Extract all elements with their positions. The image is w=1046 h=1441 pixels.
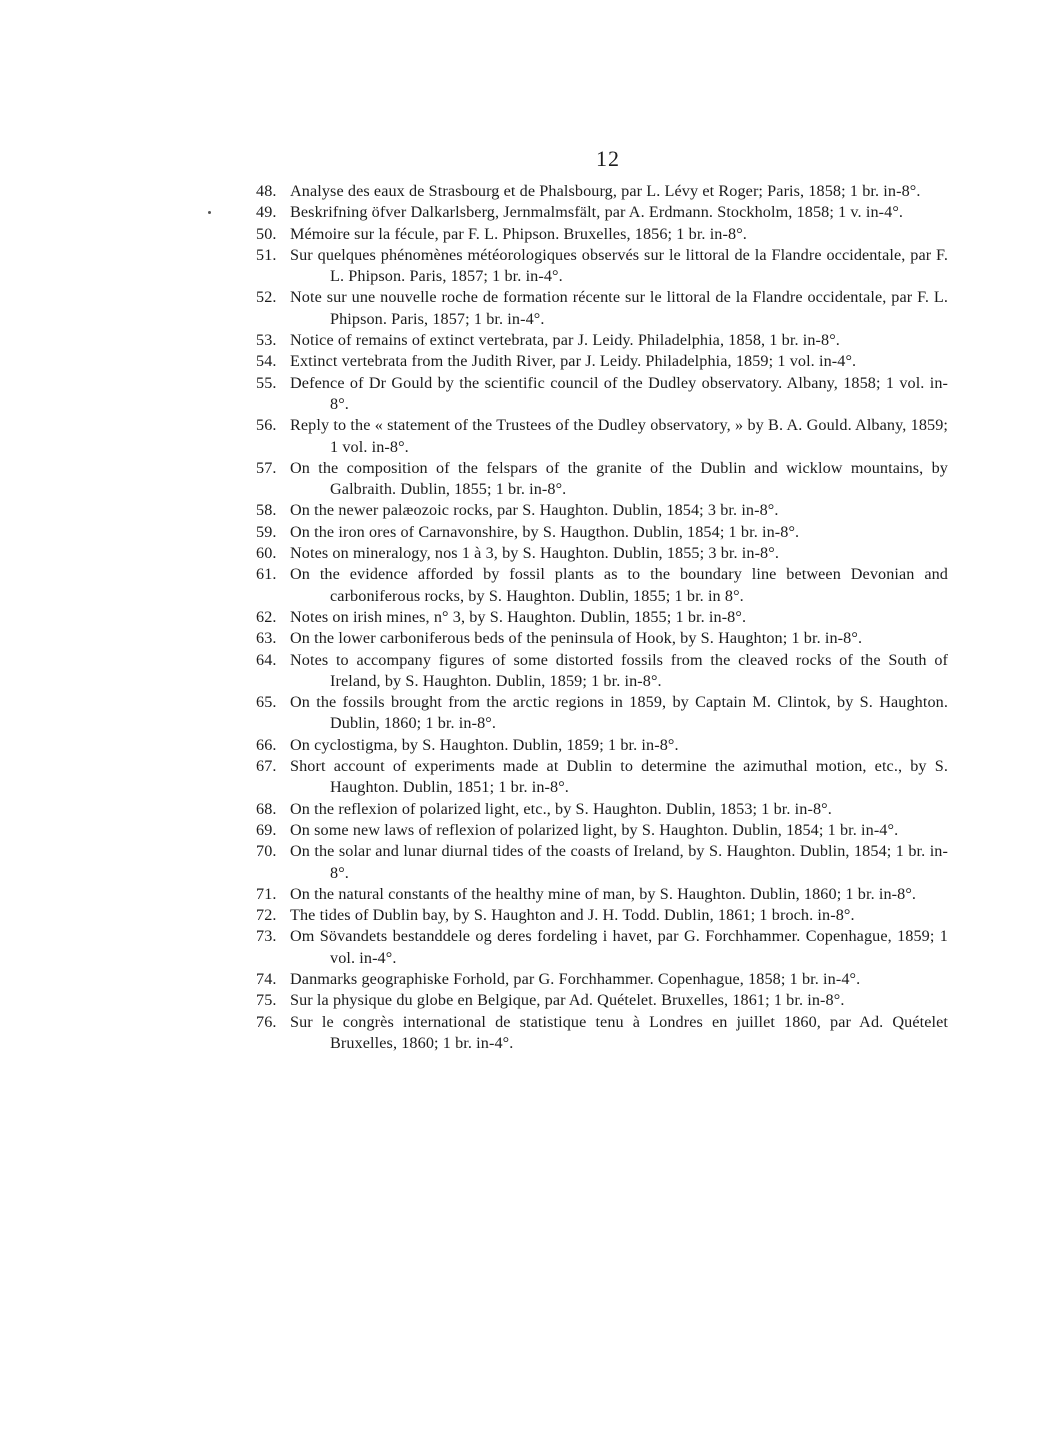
bibliography-entry (256, 202, 948, 223)
entry-text: Beskrifning öfver Dalkarlsberg, Jernmalmsfält, par A. Erdmann. Stockholm, 1858; 1 v. in-4°. (290, 203, 904, 222)
entry-number: 76. (256, 1012, 277, 1031)
entry-text: Notes to accompany figures of some distorted fossils from the cleaved rocks of the South of Ireland, by S. Haughton. Dublin, 1859; 1 br. in-8°. (290, 650, 948, 690)
entry-number: 50. (256, 224, 277, 243)
entry-text: Notes on irish mines, n° 3, by S. Haughton. Dublin, 1855; 1 br. in-8°. (290, 607, 747, 626)
entry-number: 64. (256, 650, 277, 669)
entry-number: 75. (256, 991, 277, 1010)
bibliography-entry (256, 756, 948, 799)
entry-number: 73. (256, 927, 277, 946)
bibliography-entry (256, 926, 948, 969)
bibliography-entry (256, 522, 948, 543)
bibliography-entry (256, 650, 948, 693)
entry-text: On the fossils brought from the arctic regions in 1859, by Captain M. Clintok, by S. Haughton. Dublin, 1860; 1 br. in-8°. (290, 693, 948, 733)
bibliography-entry (256, 458, 948, 501)
entry-text: Mémoire sur la fécule, par F. L. Phipson. Bruxelles, 1856; 1 br. in-8°. (290, 224, 747, 243)
entry-number: 68. (256, 799, 277, 818)
entry-text: Danmarks geographiske Forhold, par G. Forchhammer. Copenhague, 1858; 1 br. in-4°. (290, 969, 861, 988)
entry-text: Notice of remains of extinct vertebrata, par J. Leidy. Philadelphia, 1858, 1 br. in-8°. (290, 331, 840, 350)
entry-number: 69. (256, 820, 277, 839)
bibliography-entry (256, 628, 948, 649)
bibliography-entry (256, 820, 948, 841)
entry-number: 56. (256, 416, 277, 435)
entry-text: On the lower carboniferous beds of the peninsula of Hook, by S. Haughton; 1 br. in-8°. (290, 629, 863, 648)
entry-number: 61. (256, 565, 277, 584)
entry-number: 63. (256, 629, 277, 648)
entry-number: 53. (256, 331, 277, 350)
entry-number: 66. (256, 735, 277, 754)
entry-number: 70. (256, 842, 277, 861)
bibliography-entry (256, 415, 948, 458)
entry-text: The tides of Dublin bay, by S. Haughton and J. H. Todd. Dublin, 1861; 1 broch. in-8°. (290, 906, 855, 925)
bibliography-entry (256, 1012, 948, 1055)
entry-number: 62. (256, 607, 277, 626)
entry-text: Notes on mineralogy, nos 1 à 3, by S. Haughton. Dublin, 1855; 3 br. in-8°. (290, 544, 779, 563)
entry-number: 57. (256, 458, 277, 477)
entry-text: On the natural constants of the healthy mine of man, by S. Haughton. Dublin, 1860; 1 br. in-8°. (290, 884, 917, 903)
entry-text: On the evidence afforded by fossil plants as to the boundary line between Devonian and carboniferous rocks, by S. Haughton. Dublin, 1855; 1 br. in 8°. (290, 565, 948, 605)
bibliography-entry (256, 799, 948, 820)
bibliography-entry (256, 969, 948, 990)
entry-text: On some new laws of reflexion of polarized light, by S. Haughton. Dublin, 1854; 1 br. in-4°. (290, 820, 899, 839)
entry-text: Note sur une nouvelle roche de formation récente sur le littoral de la Flandre occidentale, par F. L. Phipson. Paris, 1857; 1 br. in-4°. (290, 288, 948, 328)
entry-text: On the solar and lunar diurnal tides of the coasts of Ireland, by S. Haughton. Dublin, 1854; 1 br. in-8°. (290, 842, 948, 882)
bibliography-entry (256, 500, 948, 521)
bibliography-entry (256, 543, 948, 564)
entry-text: Extinct vertebrata from the Judith River, par J. Leidy. Philadelphia, 1859; 1 vol. in-4°. (290, 352, 857, 371)
entry-number: 65. (256, 693, 277, 712)
bibliography-entry (256, 735, 948, 756)
entry-number: 49. (256, 203, 277, 222)
bibliography-entry (256, 245, 948, 288)
entry-text: Om Sövandets bestanddele og deres fordeling i havet, par G. Forchhammer. Copenhague, 1859; 1 vol. in-4°. (290, 927, 948, 967)
bibliography-entry (256, 330, 948, 351)
entry-text: Reply to the « statement of the Trustees of the Dudley observatory, » by B. A. Gould. Albany, 1859; 1 vol. in-8°. (290, 416, 948, 456)
bibliography-entry (256, 373, 948, 416)
bibliography-entry (256, 905, 948, 926)
entry-number: 74. (256, 969, 277, 988)
bibliography-entry (256, 287, 948, 330)
bibliography-entry (256, 224, 948, 245)
entry-number: 54. (256, 352, 277, 371)
entry-number: 71. (256, 884, 277, 903)
page-number: 12 (596, 146, 620, 171)
bibliography-entry (256, 841, 948, 884)
entry-text: On cyclostigma, by S. Haughton. Dublin, 1859; 1 br. in-8°. (290, 735, 679, 754)
entry-text: On the composition of the felspars of the granite of the Dublin and wicklow mountains, by Galbraith. Dublin, 1855; 1 br. in-8°. (290, 458, 948, 499)
entry-number: 59. (256, 522, 277, 541)
entry-number: 52. (256, 288, 277, 307)
entry-number: 51. (256, 245, 277, 264)
entry-number: 48. (256, 182, 277, 200)
entry-text: Sur la physique du globe en Belgique, par Ad. Quételet. Bruxelles, 1861; 1 br. in-8°. (290, 991, 845, 1010)
entry-text: On the iron ores of Carnavonshire, by S. Haugthon. Dublin, 1854; 1 br. in-8°. (290, 522, 800, 541)
bibliography-entry (256, 990, 948, 1011)
bibliography-entry (256, 692, 948, 735)
entry-number: 60. (256, 544, 277, 563)
bibliography-entry (256, 351, 948, 372)
entry-text: Short account of experiments made at Dublin to determine the azimuthal motion, etc., by S. Haughton. Dublin, 1851; 1 br. in-8°. (290, 757, 948, 797)
entry-text: Defence of Dr Gould by the scientific council of the Dudley observatory. Albany, 1858; 1 vol. in-8°. (290, 373, 948, 413)
bibliography-entry (256, 564, 948, 607)
entry-number: 58. (256, 501, 277, 520)
entry-number: 67. (256, 757, 277, 776)
entry-text: On the newer palæozoic rocks, par S. Haughton. Dublin, 1854; 3 br. in-8°. (290, 501, 779, 520)
bibliography-list (256, 181, 948, 1054)
entry-number: 55. (256, 373, 277, 392)
ink-speck (208, 211, 211, 214)
bibliography-entry (256, 607, 948, 628)
bibliography-entry (256, 181, 948, 202)
entry-text: Sur le congrès international de statistique tenu à Londres en juillet 1860, par Ad. Quételet Bruxelles, 1860; 1 br. in-4°. (290, 1012, 948, 1052)
entry-text: Sur quelques phénomènes météorologiques observés sur le littoral de la Flandre occidentale, par F. L. Phipson. Paris, 1857; 1 br. in-4°. (290, 245, 948, 286)
entry-text: On the reflexion of polarized light, etc., by S. Haughton. Dublin, 1853; 1 br. in-8°. (290, 799, 832, 818)
entry-text: Analyse des eaux de Strasbourg et de Phalsbourg, par L. Lévy et Roger; Paris, 1858; 1 br. in-8°. (290, 182, 921, 200)
bibliography-entry (256, 884, 948, 905)
entry-number: 72. (256, 906, 277, 925)
